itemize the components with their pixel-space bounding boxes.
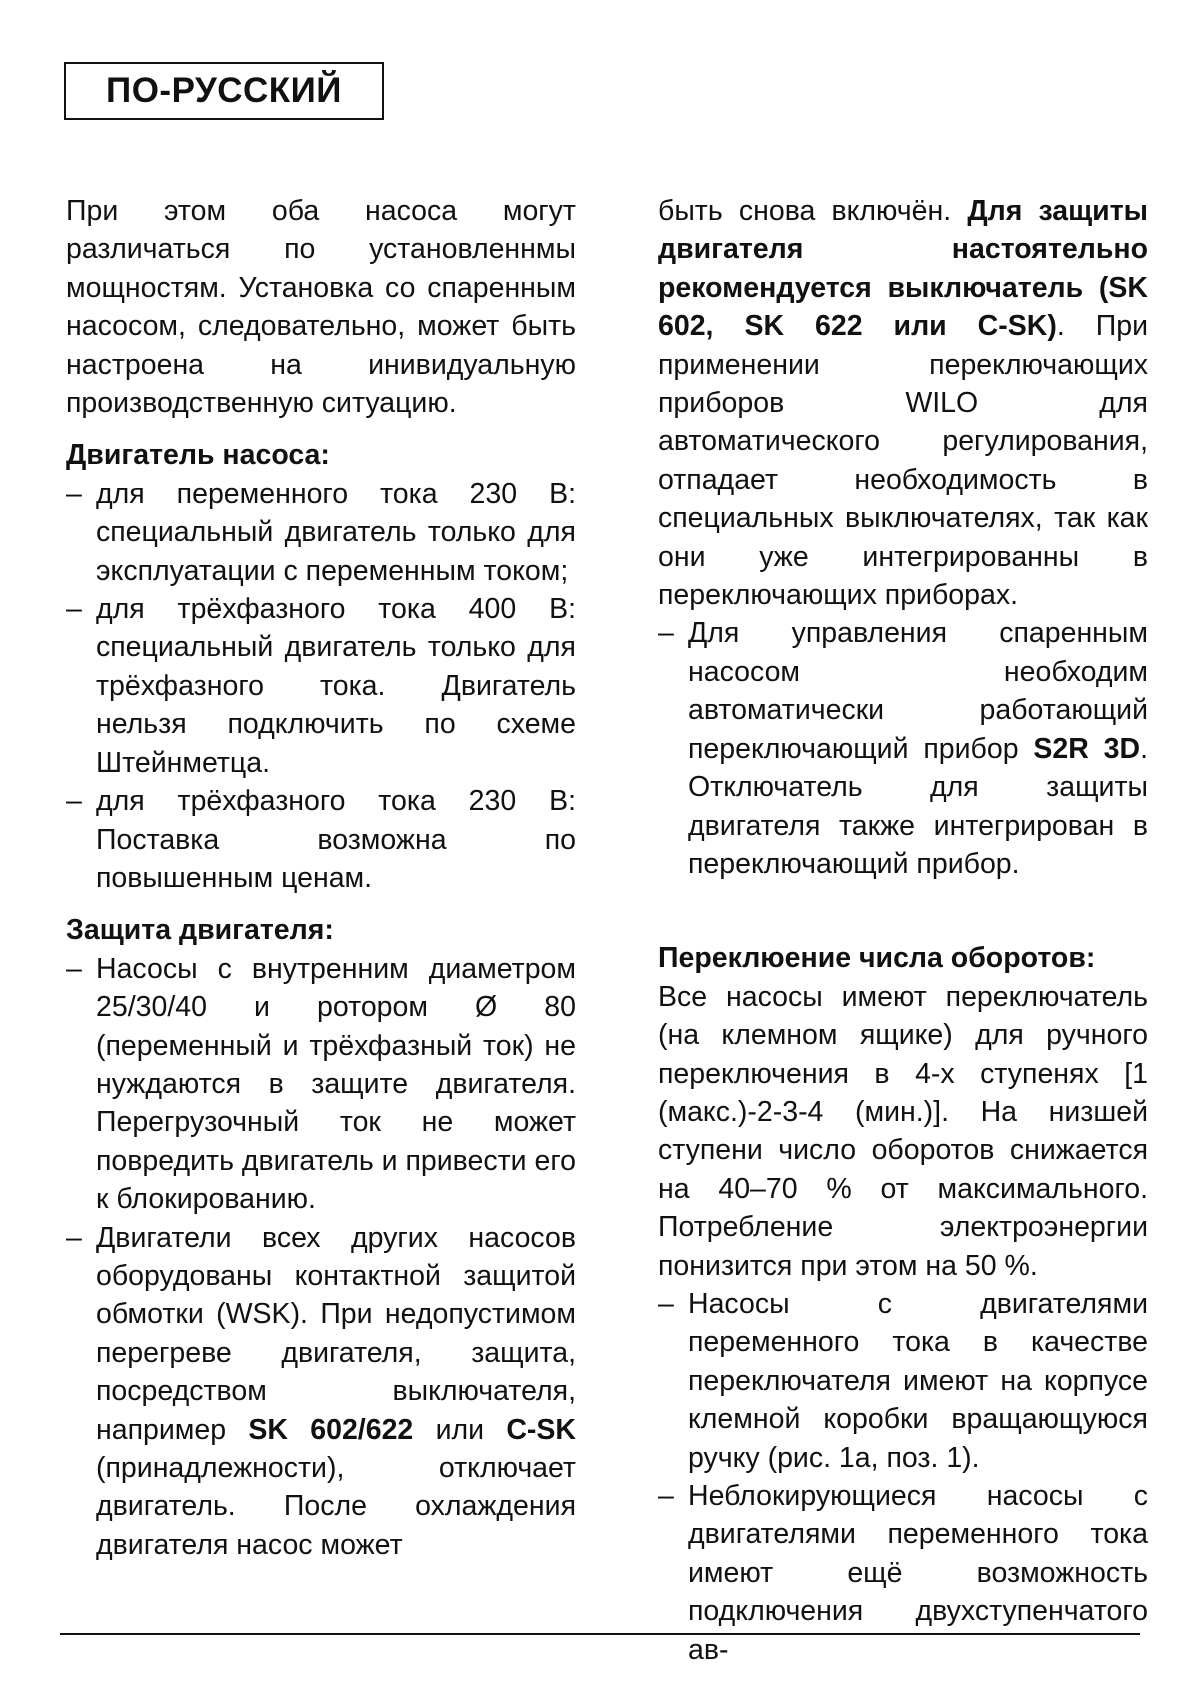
speed-item-nonblocking: – Неблокирующиеся насосы с двигателями переменного тока имеют ещё возможность подключения двухступенчатого ав- [658,1477,1148,1669]
motor-heading: Двигатель насоса: [66,439,330,472]
c-sk-label: C-SK [506,1413,576,1446]
left-column [66,192,576,1564]
language-label: ПО-РУССКИЙ [64,62,384,120]
twin-pump-text2: . Отключатель для защиты двигателя также интегрирован в переключающий прибор. [688,732,1149,880]
intro-paragraph: При этом оба насоса могут различаться по установленнмы мощностям. Установка со спаренным насосом, следовательно, может быть настроена на инивидуальную производственную ситуацию. [66,195,576,420]
twin-pump-list [658,614,1148,883]
continuation-paragraph [658,192,1148,614]
footer-divider [60,1633,1140,1635]
motor-item-3phase-230: – для трёхфазного тока 230 В: Поставка возможна по повышенным ценам. [66,782,576,897]
protection-item-wsk-text1: Двигатели всех других насосов оборудованы контактной защитой обмотки (WSK). При недопустимом перегреве двигателя, защита, посредством выключателя, например [96,1221,576,1446]
protection-item-wsk-text2: или [413,1413,507,1446]
sk-602-622-label: SK 602/622 [248,1413,414,1446]
twin-pump-item [658,614,1148,883]
continuation-text1: быть снова включён. [658,195,968,227]
motor-list [66,475,576,897]
recommendation-bold: Для защиты двигателя настоятельно рекомендуется выключатель (SK 602, SK 622 или C-SK) [658,195,1148,343]
motor-item-ac: – для переменного тока 230 В: специальный двигатель только для эксплуатации с переменным током; [66,475,576,590]
motor-item-3phase-400: – для трёхфазного тока 400 В: специальный двигатель только для трёхфазного тока. Двигатель нельзя подключить по схеме Штейнметца. [66,590,576,782]
continuation-text2: . При применении переключающих приборов WILO для автоматического регулирования, отпадает необходимость в специальных выключателях, так как они уже интегрированны в переключающих приборах. [658,310,1148,612]
protection-item-wsk-text3: (принадлежности), отключает двигатель. После охлаждения двигателя насос может [96,1452,576,1561]
twin-pump-text1: Для управления спаренным насосом необходим автоматически работающий переключающий прибор [688,617,1148,765]
protection-list [66,950,576,1565]
speed-item-ac-knob: – Насосы с двигателями переменного тока в качестве переключателя имеют на корпусе клемной коробки вращающуюся ручку (рис. 1а, поз. 1). [658,1285,1148,1477]
protection-item-small-pumps: – Насосы с внутренним диаметром 25/30/40 и ротором Ø 80 (переменный и трёхфазный ток) не нуждаются в защите двигателя. Перегрузочный ток не может повредить двигатель и привести его к блокированию. [66,950,576,1219]
s2r-3d-label: S2R 3D [1033,732,1141,765]
speed-paragraph: Все насосы имеют переключатель (на клемном ящике) для ручного переключения в 4-х ступенях [1 (макс.)-2-3-4 (мин.)]. На низшей ступени число оборотов снижается на 40–70 % от максимального. Потребление электроэнергии понизится при этом на 50 %. [658,980,1148,1282]
protection-item-wsk [66,1219,576,1565]
protection-heading: Защита двигателя: [66,914,334,947]
right-column [658,192,1148,1669]
speed-list [658,1285,1148,1669]
speed-heading: Переклюение числа оборотов: [658,942,1096,975]
